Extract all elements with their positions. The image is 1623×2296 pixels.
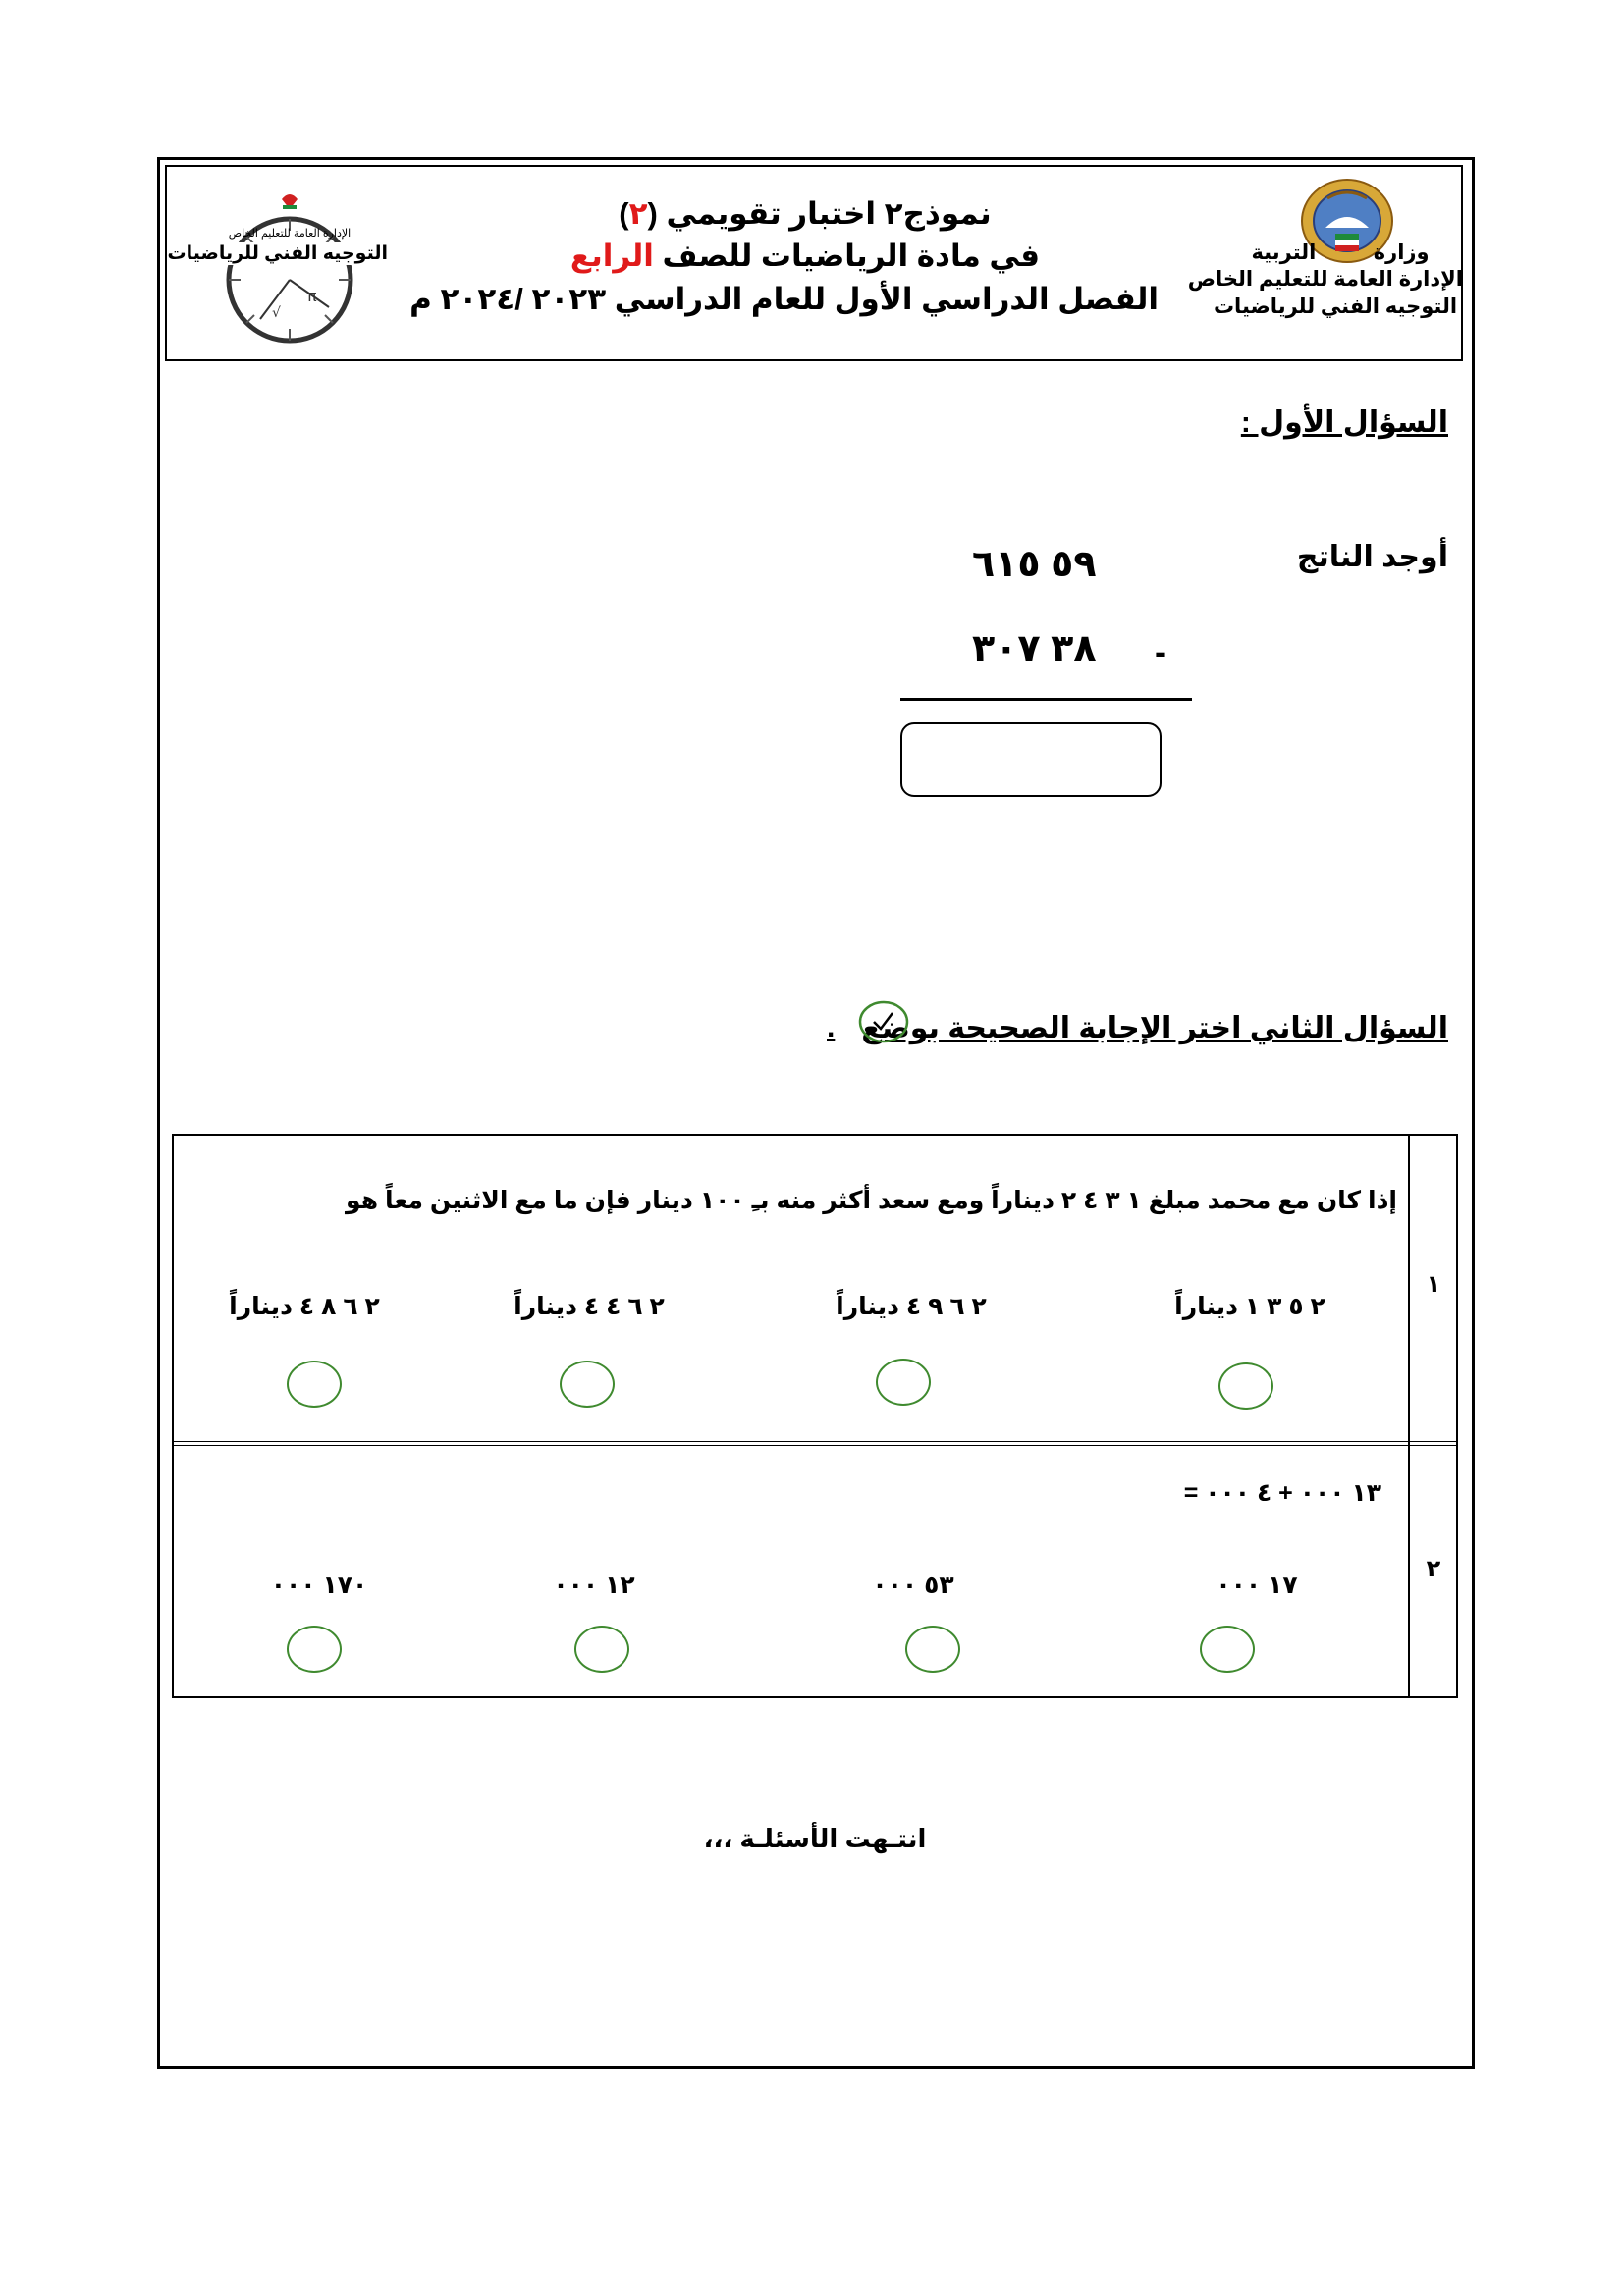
questions-table <box>172 1134 1458 1698</box>
logo-caption: التوجيه الفني للرياضيات <box>167 243 388 264</box>
answer-circle-2-1[interactable] <box>1200 1626 1255 1673</box>
subtraction-bottom-number: ٣٨ ٣٠٧ <box>972 628 1097 669</box>
answer-circle-2-2[interactable] <box>905 1626 960 1673</box>
answer-circle-1-3[interactable] <box>560 1361 615 1408</box>
question2-title: السؤال الثاني اختر الإجابة الصحيحة بوضع <box>861 1012 1448 1044</box>
svg-text:√: √ <box>272 305 281 321</box>
answer-circle-1-2[interactable] <box>876 1359 931 1406</box>
question1-title: السؤال الأول : <box>1240 406 1448 439</box>
question-2-1-text: إذا كان مع محمد مبلغ ١ ٣ ٤ ٢ ديناراً ومع سعد أكثر منه بـِ ١٠٠ دينار فإن ما مع الاثنين معاً هو <box>346 1187 1397 1214</box>
answer-circle-1-1[interactable] <box>1218 1362 1273 1410</box>
subtraction-operator: - <box>1155 631 1166 671</box>
svg-text:π: π <box>307 287 317 305</box>
answer-circle-2-4[interactable] <box>287 1626 342 1673</box>
exam-subject: في مادة الرياضيات للصف الرابع <box>569 239 1041 273</box>
option-2-2: ٥٣ ٠٠٠ <box>872 1572 954 1599</box>
subtraction-line <box>900 698 1192 701</box>
question-number-1: ١ <box>1426 1271 1441 1298</box>
supervision-logo <box>167 191 388 348</box>
check-circle-icon <box>857 998 910 1045</box>
subtraction-top-number: ٥٩ ٦١٥ <box>972 544 1097 585</box>
table-row-separator <box>172 1441 1458 1446</box>
answer-circle-1-4[interactable] <box>287 1361 342 1408</box>
end-of-questions: انتـهت الأسئلـة ،،، <box>703 1824 927 1853</box>
option-1-1: ٢ ٥ ٣ ١ ديناراً <box>1174 1293 1325 1320</box>
exam-term: الفصل الدراسي الأول للعام الدراسي ٢٠٢٣ /٢٠٢٤ م <box>409 282 1159 316</box>
answer-input-box[interactable] <box>900 722 1162 797</box>
table-number-column-separator <box>1408 1134 1410 1698</box>
question-2-2-text: ١٣ ٠٠٠ + ٤ ٠٠٠ = <box>1183 1479 1381 1507</box>
option-2-3: ١٢ ٠٠٠ <box>553 1572 635 1599</box>
question-number-2: ٢ <box>1426 1556 1441 1582</box>
ministry-department: الإدارة العامة للتعليم الخاص <box>1187 268 1463 291</box>
question2-title-end: . <box>827 1011 836 1043</box>
option-1-4: ٢ ٦ ٨ ٤ ديناراً <box>229 1293 380 1320</box>
option-2-4: ١٧٠ ٠٠٠ <box>270 1572 368 1599</box>
question1-instruction: أوجد الناتج <box>1296 541 1448 573</box>
option-2-1: ١٧ ٠٠٠ <box>1216 1572 1298 1599</box>
exam-title: نموذج٢ اختبار تقويمي (٢) <box>619 196 992 231</box>
protractor-logo-icon <box>167 191 388 348</box>
option-1-3: ٢ ٦ ٤ ٤ ديناراً <box>514 1293 665 1320</box>
option-1-2: ٢ ٦ ٩ ٤ ديناراً <box>836 1293 987 1320</box>
ministry-name: وزارة التربية <box>1251 241 1430 264</box>
ministry-supervision: التوجيه الفني للرياضيات <box>1213 295 1458 318</box>
logo-small-caption: الإدارة العامة للتعليم الخاص <box>228 228 352 240</box>
answer-circle-2-3[interactable] <box>574 1626 629 1673</box>
page-border <box>157 157 1475 2069</box>
